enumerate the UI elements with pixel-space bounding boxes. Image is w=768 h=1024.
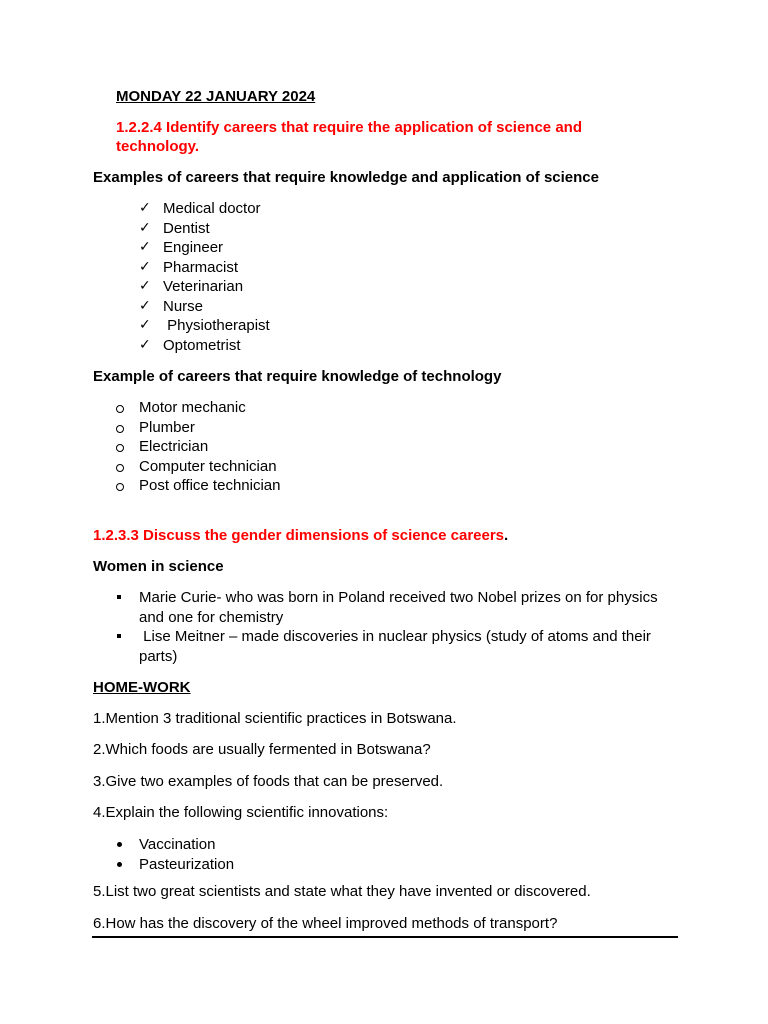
career-label: Post office technician (139, 477, 281, 494)
circle-bullet-icon (116, 464, 124, 472)
career-label: Veterinarian (163, 278, 244, 295)
career-label: Physiotherapist (163, 317, 270, 334)
list-item (139, 855, 234, 875)
career-label: Nurse (163, 297, 204, 315)
technology-careers-list (139, 398, 280, 496)
science-careers-heading: Examples of careers that require knowledge and application of science (93, 169, 599, 186)
circle-bullet-icon (116, 405, 124, 413)
technology-careers-heading: Example of careers that require knowledge of technology (93, 368, 502, 385)
disc-bullet-icon (117, 842, 122, 847)
homework-question-6: 6.How has the discovery of the wheel improved methods of transport? (93, 915, 558, 932)
homework-question-5: 5.List two great scientists and state what they have invented or discovered. (93, 883, 591, 900)
circle-bullet-icon (116, 444, 124, 452)
date-heading: MONDAY 22 JANUARY 2024 (116, 88, 316, 105)
section2-title (93, 526, 508, 546)
career-label: Electrician (139, 438, 209, 455)
career-label: Computer technician (139, 457, 277, 475)
square-bullet-icon (117, 634, 121, 638)
homework-heading: HOME-WORK (93, 679, 191, 696)
section1-title-line2: technology. (116, 138, 200, 155)
list-item (139, 437, 280, 457)
list-item (139, 476, 280, 496)
homework-question-3: 3.Give two examples of foods that can be preserved. (93, 773, 444, 790)
women-item-line1: Lise Meitner – made discoveries in nuclear physics (study of atoms and their (139, 628, 651, 645)
checkmark-icon: ✓ (139, 336, 151, 353)
disc-bullet-icon (117, 862, 122, 867)
section2-title-text: 1.2.3.3 Discuss the gender dimensions of science careers (93, 527, 505, 544)
checkmark-icon: ✓ (139, 297, 151, 314)
list-item (139, 277, 270, 297)
women-item-line1: Marie Curie- who was born in Poland received two Nobel prizes on for physics (139, 589, 658, 606)
list-item (139, 457, 280, 477)
homework-question-2: 2.Which foods are usually fermented in Botswana? (93, 741, 431, 758)
homework-question-4: 4.Explain the following scientific innovations: (93, 804, 389, 821)
list-item (139, 258, 270, 278)
checkmark-icon: ✓ (139, 317, 151, 333)
homework-question-1: 1.Mention 3 traditional scientific practices in Botswana. (93, 710, 457, 727)
list-item (139, 238, 270, 258)
list-item (139, 336, 270, 356)
science-careers-list (139, 199, 270, 355)
women-item-line2: parts) (139, 647, 178, 665)
checkmark-icon: ✓ (139, 278, 151, 294)
innovations-list (139, 835, 234, 874)
list-item (139, 199, 270, 219)
list-item (139, 588, 689, 627)
checkmark-icon: ✓ (139, 219, 151, 236)
career-label: Engineer (163, 239, 224, 256)
list-item (139, 316, 270, 336)
innovation-label: Vaccination (139, 836, 216, 853)
innovation-label: Pasteurization (139, 855, 235, 873)
list-item (139, 398, 280, 418)
career-label: Medical doctor (163, 200, 261, 217)
checkmark-icon: ✓ (139, 239, 151, 255)
list-item (139, 297, 270, 317)
career-label: Dentist (163, 219, 210, 237)
circle-bullet-icon (116, 425, 124, 433)
women-in-science-heading: Women in science (93, 558, 224, 575)
list-item (139, 627, 689, 666)
list-item (139, 418, 280, 438)
career-label: Plumber (139, 418, 195, 436)
square-bullet-icon (117, 595, 121, 599)
career-label: Motor mechanic (139, 399, 246, 416)
women-item-line2: and one for chemistry (139, 608, 284, 626)
list-item (139, 835, 234, 855)
list-item (139, 219, 270, 239)
career-label: Optometrist (163, 336, 241, 354)
bottom-divider (92, 936, 678, 938)
section2-title-period: . (504, 527, 509, 544)
circle-bullet-icon (116, 483, 124, 491)
career-label: Pharmacist (163, 258, 239, 276)
section1-title-line1: 1.2.2.4 Identify careers that require the application of science and (116, 119, 582, 136)
checkmark-icon: ✓ (139, 200, 151, 216)
checkmark-icon: ✓ (139, 258, 151, 275)
